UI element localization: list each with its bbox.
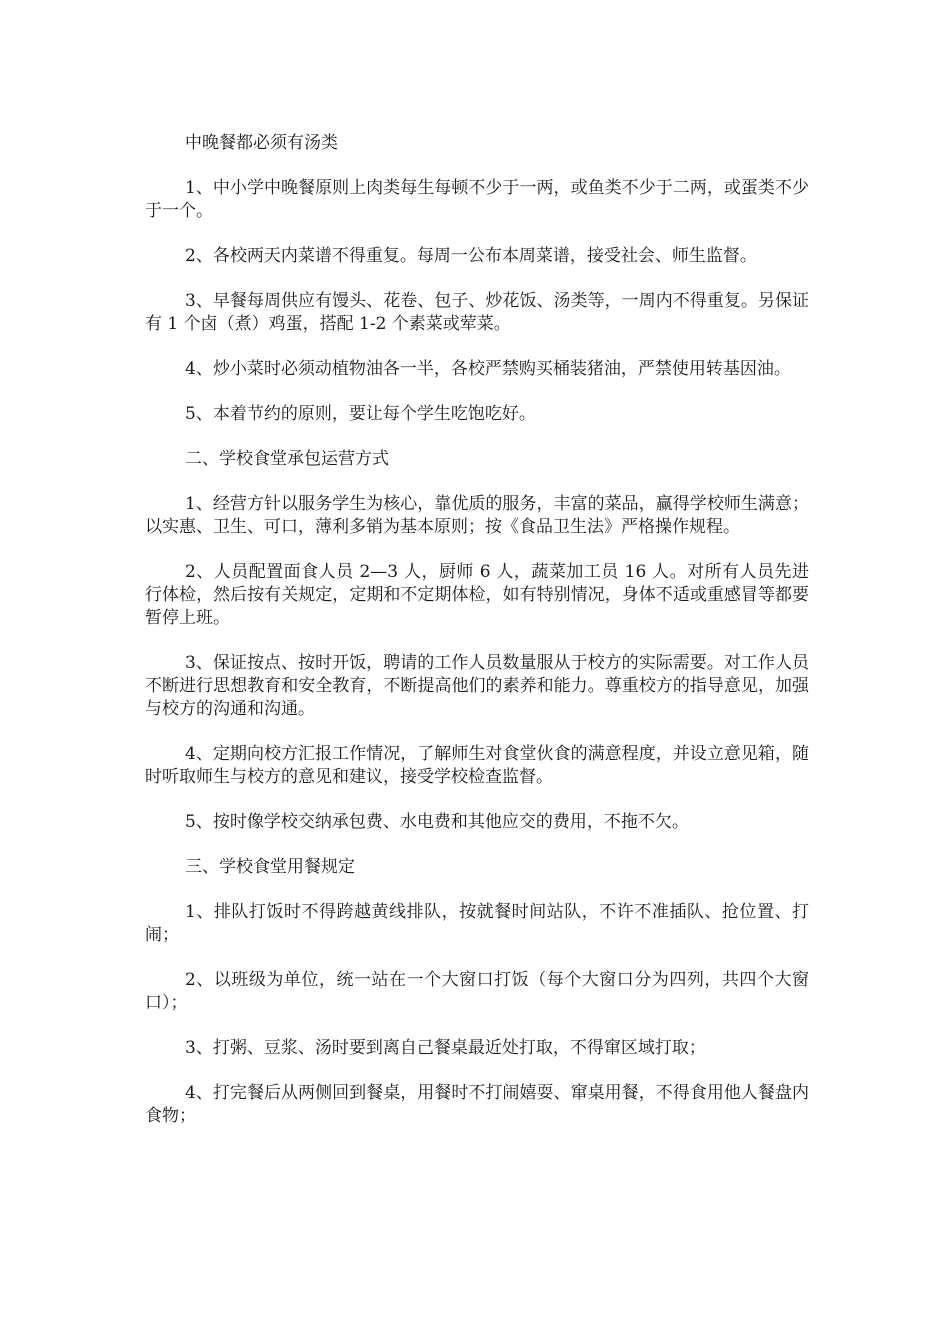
paragraph-menu-repeat-rule: 2、各校两天内菜谱不得重复。每周一公布本周菜谱，接受社会、师生监督。 [185,246,757,266]
paragraph-meal-times: 3、保证按点、按时开饭，聘请的工作人员数量服从于校方的实际需要。对工作人员不断进行思想教育和安全教育，不断提高他们的素养和能力。尊重校方的指导意见，加强与校方的沟通和沟通。 [145,653,809,719]
document-body [145,132,809,1150]
paragraph-staffing: 2、人员配置面食人员 2—3 人，厨师 6 人，蔬菜加工员 16 人。对所有人员先进行体检，然后按有关规定，定期和不定期体检，如有特别情况，身体不适或重感冒等都要暂停上班。 [145,562,809,628]
paragraph-soup-requirement: 中晚餐都必须有汤类 [185,133,338,153]
paragraph-meat-rule: 1、中小学中晚餐原则上肉类每生每顿不少于一两，或鱼类不少于二两，或蛋类不少于一个。 [145,178,809,221]
paragraph-soup-serving-rule: 3、打粥、豆浆、汤时要到离自己餐桌最近处打取，不得窜区域打取； [185,1038,706,1058]
paragraph-window-rule: 2、以班级为单位，统一站在一个大窗口打饭（每个大窗口分为四列，共四个大窗口）； [145,970,809,1013]
paragraph-table-rule: 4、打完餐后从两侧回到餐桌，用餐时不打闹嬉耍、窜桌用餐，不得食用他人餐盘内食物； [145,1083,809,1126]
paragraph-fees: 5、按时像学校交纳承包费、水电费和其他应交的费用，不拖不欠。 [185,812,689,832]
paragraph-breakfast-rule: 3、早餐每周供应有馒头、花卷、包子、炒花饭、汤类等，一周内不得重复。另保证有 1 个卤（煮）鸡蛋，搭配 1-2 个素菜或荤菜。 [145,291,809,334]
paragraph-oil-rule: 4、炒小菜时必须动植物油各一半，各校严禁购买桶装猪油，严禁使用转基因油。 [185,359,791,379]
section-heading-operation: 二、学校食堂承包运营方式 [185,449,389,469]
paragraph-reporting: 4、定期向校方汇报工作情况，了解师生对食堂伙食的满意程度，并设立意见箱，随时听取师生与校方的意见和建议，接受学校检查监督。 [145,744,809,787]
paragraph-saving-rule: 5、本着节约的原则，要让每个学生吃饱吃好。 [185,404,536,424]
paragraph-queue-rule: 1、排队打饭时不得跨越黄线排队，按就餐时间站队，不许不准插队、抢位置、打闹； [145,902,809,945]
section-heading-dining-rules: 三、学校食堂用餐规定 [185,857,355,877]
paragraph-business-policy: 1、经营方针以服务学生为核心，靠优质的服务，丰富的菜品，赢得学校师生满意；以实惠、卫生、可口，薄利多销为基本原则；按《食品卫生法》严格操作规程。 [145,494,809,537]
